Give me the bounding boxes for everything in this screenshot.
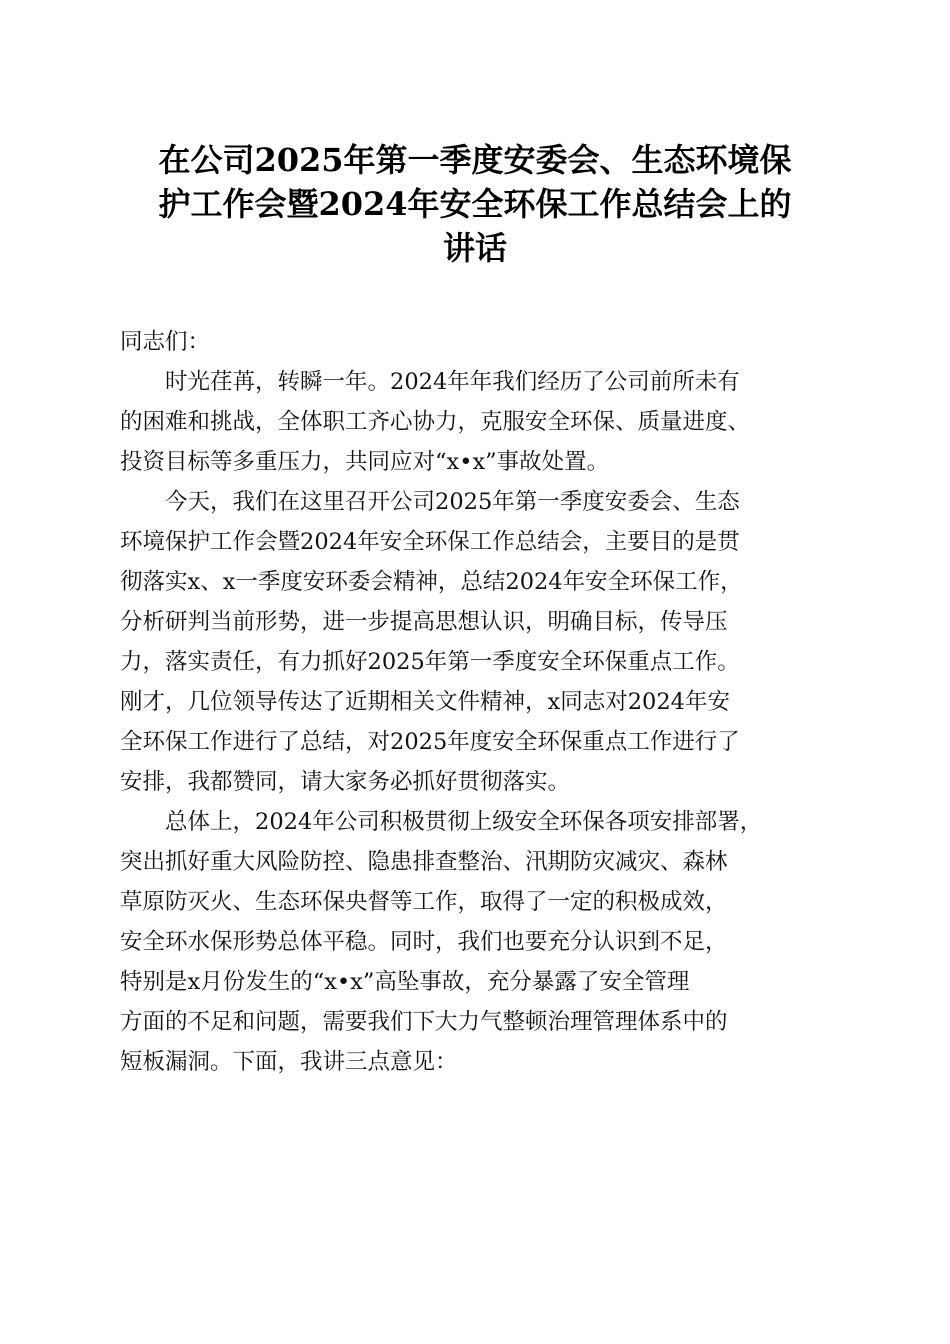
salutation — [120, 322, 840, 362]
paragraph-line: 的困难和挑战，全体职工齐心协力，克服安全环保、质量进度、 — [120, 409, 751, 435]
salutation-line: 同志们： — [120, 329, 211, 355]
paragraph-line: 总体上，2024年公司积极贯彻上级安全环保各项安排部署， — [165, 809, 763, 835]
title-line: 在公司2025年第一季度安委会、生态环境保 — [158, 141, 792, 179]
paragraph-line: 安排，我都赞同，请大家务必抓好贯彻落实。 — [120, 769, 571, 795]
paragraph-line: 草原防灭火、生态环保央督等工作，取得了一定的积极成效， — [120, 889, 728, 915]
paragraph-3 — [120, 802, 840, 1082]
paragraph-line: 今天，我们在这里召开公司2025年第一季度安委会、生态 — [165, 489, 740, 515]
paragraph-line: 全环保工作进行了总结，对2025年度安全环保重点工作进行了 — [120, 729, 740, 755]
paragraph-line: 分析研判当前形势，进一步提高思想认识，明确目标，传导压 — [120, 609, 728, 635]
paragraph-line: 方面的不足和问题，需要我们下大力气整顿治理管理体系中的 — [120, 1009, 728, 1035]
paragraph-line: 刚才，几位领导传达了近期相关文件精神，x同志对2024年安 — [120, 689, 730, 715]
title-line: 护工作会暨2024年安全环保工作总结会上的 — [158, 185, 792, 223]
paragraph-1 — [120, 362, 840, 482]
document-title — [100, 138, 850, 270]
title-line: 讲话 — [442, 229, 507, 267]
paragraph-line: 时光荏苒，转瞬一年。2024年年我们经历了公司前所未有 — [165, 369, 740, 395]
paragraph-2 — [120, 482, 840, 802]
document-body — [120, 322, 840, 1082]
paragraph-line: 环境保护工作会暨2024年安全环保工作总结会，主要目的是贯 — [120, 529, 740, 555]
paragraph-line: 突出抓好重大风险防控、隐患排查整治、汛期防灾减灾、森林 — [120, 849, 728, 875]
paragraph-line: 彻落实x、x一季度安环委会精神，总结2024年安全环保工作， — [120, 569, 743, 595]
paragraph-line: 安全环水保形势总体平稳。同时，我们也要充分认识到不足， — [120, 929, 728, 955]
paragraph-line: 短板漏洞。下面，我讲三点意见： — [120, 1049, 458, 1075]
paragraph-line: 特别是x月份发生的“x•x”高坠事故，充分暴露了安全管理 — [120, 969, 690, 995]
paragraph-line: 投资目标等多重压力，共同应对“x•x”事故处置。 — [120, 449, 610, 475]
paragraph-line: 力，落实责任，有力抓好2025年第一季度安全环保重点工作。 — [120, 649, 740, 675]
